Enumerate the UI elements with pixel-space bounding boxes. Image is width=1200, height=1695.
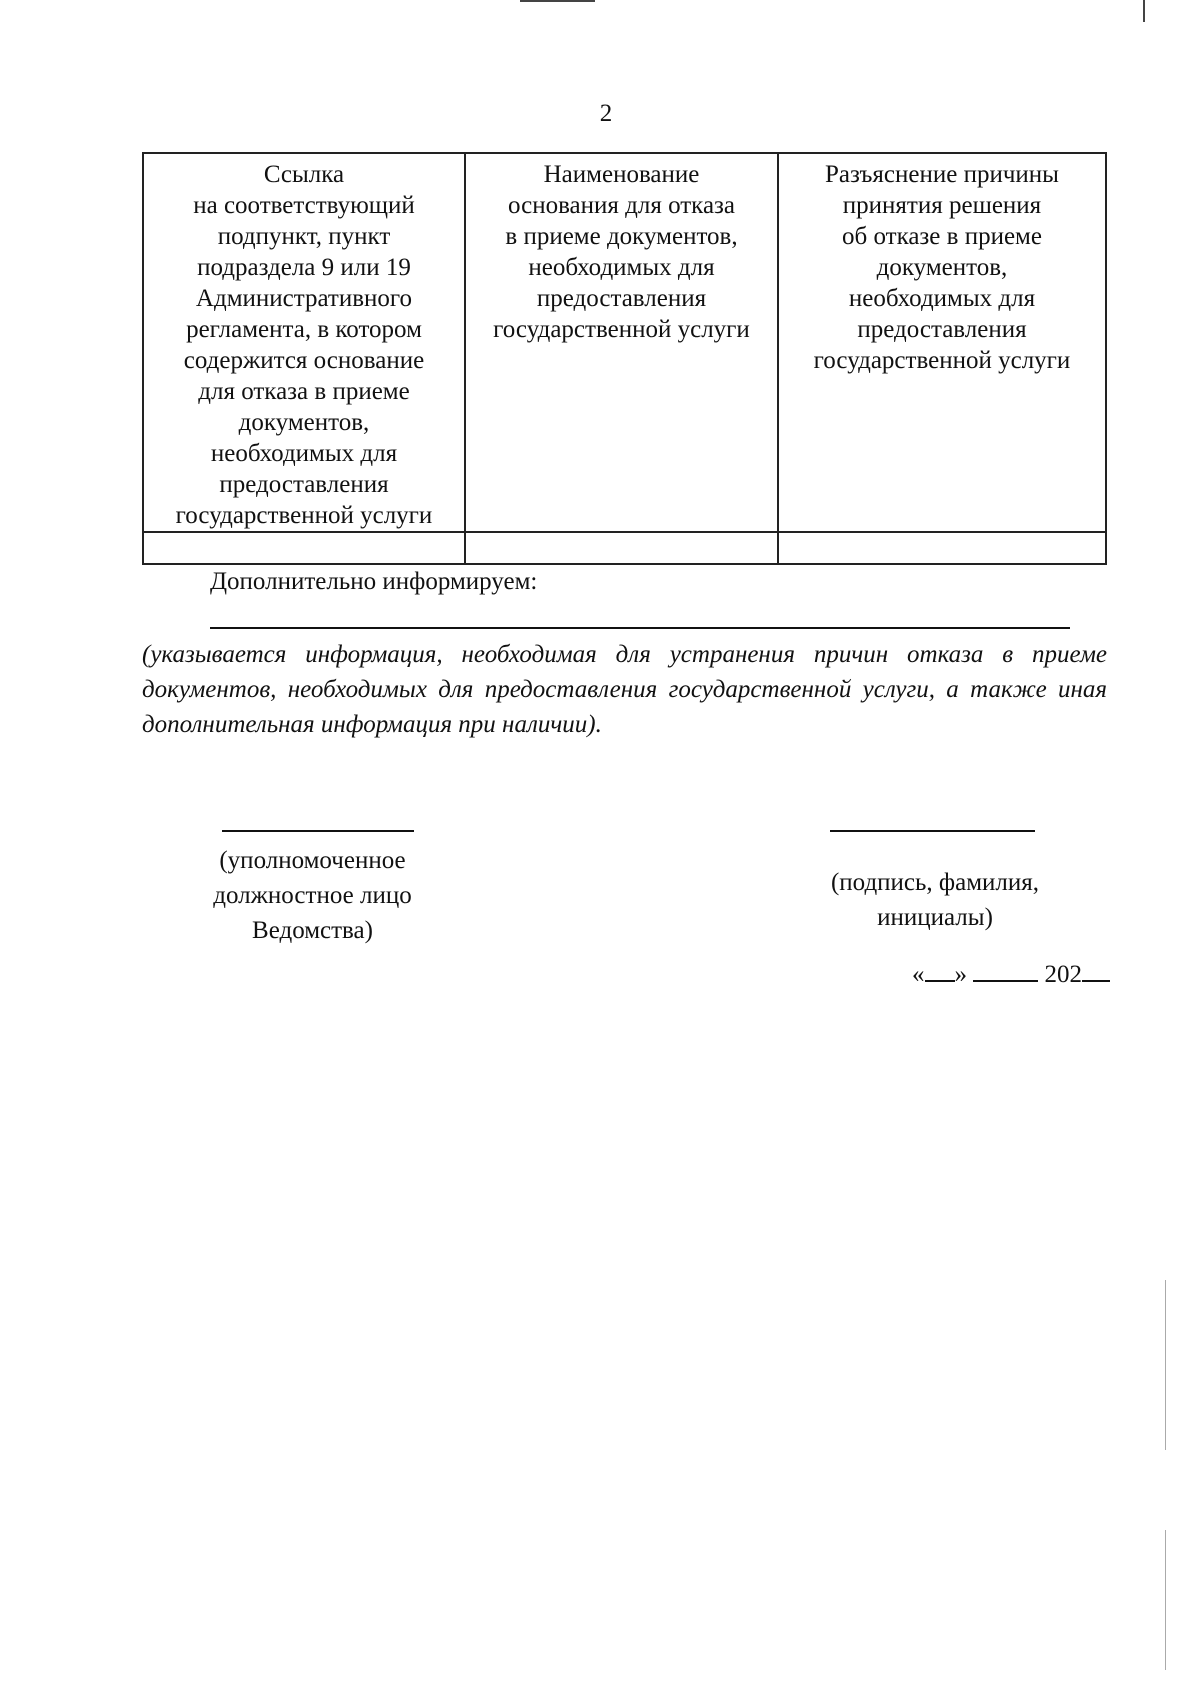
date-line	[880, 958, 1110, 989]
scan-edge-mark	[520, 0, 595, 2]
scan-edge-mark	[1165, 1530, 1166, 1670]
scan-edge-mark	[1165, 1280, 1166, 1450]
header-cell-reason-name	[465, 153, 778, 532]
additional-info-fill-line[interactable]	[210, 627, 1070, 629]
page-number: 2	[599, 100, 613, 127]
signature-line[interactable]	[830, 830, 1035, 832]
scan-edge-mark	[1143, 0, 1145, 22]
date-close-quote: »	[954, 961, 967, 988]
date-year-prefix: 202	[1044, 961, 1082, 988]
additional-info-label: Дополнительно информируем:	[210, 568, 538, 595]
refusal-reasons-table	[142, 152, 1107, 565]
table-row	[143, 532, 1106, 564]
header-reason-name-text: Наименование основания для отказа в приеме документов, необходимых для предоставления государственной услуги	[493, 161, 750, 343]
signature-caption: (подпись, фамилия, инициалы)	[830, 869, 1040, 931]
header-cell-explanation	[778, 153, 1106, 532]
date-year-blank[interactable]	[1082, 958, 1110, 982]
official-caption: (уполномоченное должностное лицо Ведомства)	[213, 847, 412, 944]
date-open-quote: «	[912, 961, 925, 988]
table-header-row	[143, 153, 1106, 532]
header-reference-text: Ссылка на соответствующий подпункт, пункт подраздела 9 или 19 Административного регламента, в котором содержится основание для отказа в приеме документов, необходимых для предоставления государственной услуги	[175, 161, 433, 529]
additional-info-note: (указывается информация, необходимая для устранения причин отказа в приеме документов, необходимых для предоставления государственной услуги, а также иная дополнительная информация при наличии).	[142, 641, 1107, 738]
table-cell[interactable]	[143, 532, 465, 564]
header-explanation-text: Разъяснение причины принятия решения об отказе в приеме документов, необходимых для предоставления государственной услуги	[813, 161, 1071, 374]
official-signature-line[interactable]	[222, 830, 414, 832]
date-day-blank[interactable]	[925, 958, 955, 982]
date-month-blank[interactable]	[973, 958, 1038, 982]
header-cell-reference	[143, 153, 465, 532]
table-cell[interactable]	[778, 532, 1106, 564]
table-cell[interactable]	[465, 532, 778, 564]
